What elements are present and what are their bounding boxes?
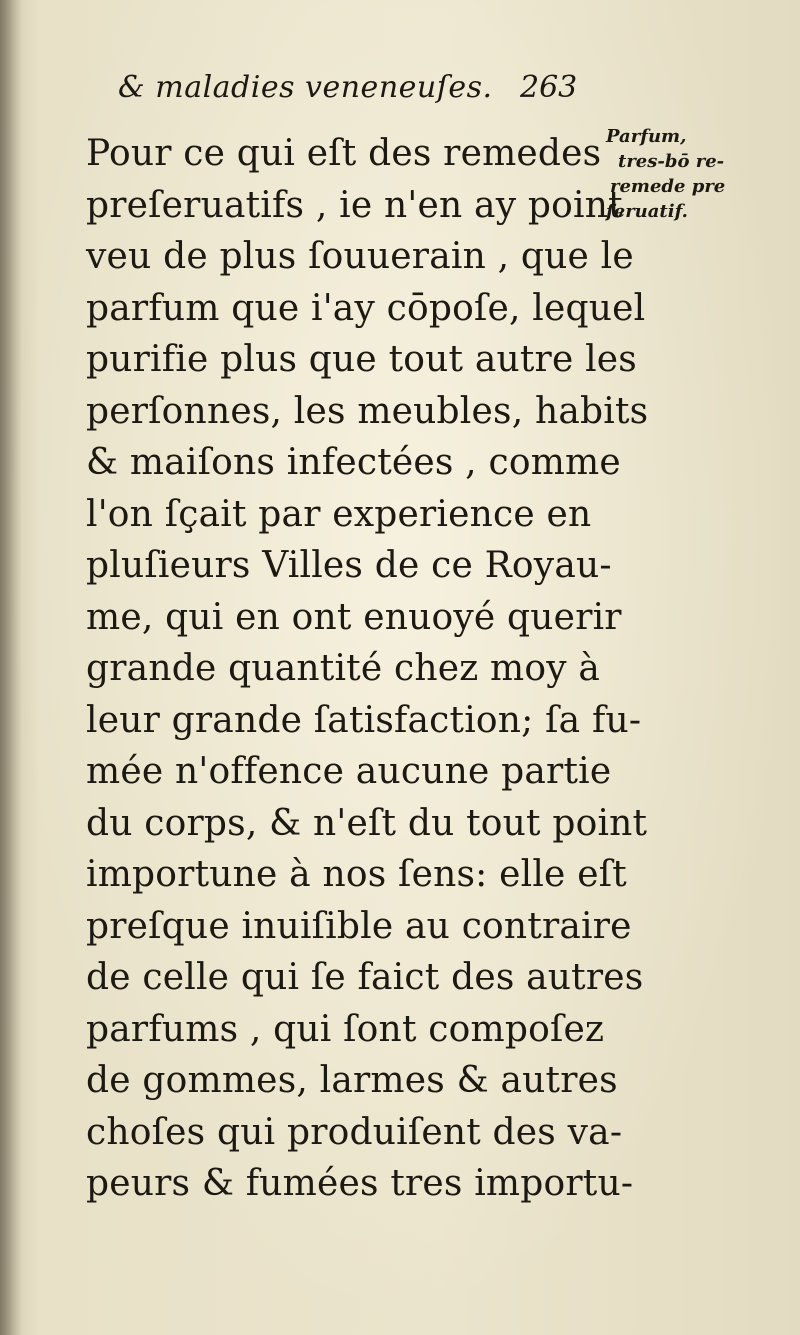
- body-text: [86, 128, 649, 1210]
- text-line: preſque inuiſible au contraire: [86, 905, 632, 947]
- gutter-shadow: [0, 0, 22, 1335]
- text-line: grande quantité chez moy à: [86, 648, 601, 689]
- text-line: me, qui en ont enuoyé querir: [86, 596, 622, 638]
- text-line: choſes qui produiſent des va-: [86, 1111, 623, 1153]
- text-line: de gommes, larmes & autres: [86, 1060, 618, 1101]
- margin-note: [598, 124, 798, 224]
- text-line: parfums , qui ſont compoſez: [86, 1008, 605, 1050]
- text-line: leur grande ſatisfaction; ſa fu-: [86, 699, 642, 741]
- text-line: de celle qui ſe faict des autres: [86, 957, 644, 998]
- margin-note-line: remede pre: [610, 176, 726, 197]
- running-head-title: & maladies veneneuſes.: [118, 70, 493, 105]
- text-line: mée n'offence aucune partie: [86, 751, 612, 792]
- text-line: Pour ce qui eſt des remedes: [86, 133, 602, 174]
- text-line: pluſieurs Villes de ce Royau-: [86, 545, 612, 586]
- margin-note-line: Parfum,: [606, 126, 687, 147]
- text-line: du corps, & n'eſt du tout point: [86, 802, 648, 844]
- text-line: purifie plus que tout autre les: [86, 339, 637, 380]
- page-number: 263: [520, 70, 578, 105]
- text-line: veu de plus ſouuerain , que le: [86, 236, 634, 277]
- running-head: [118, 70, 608, 120]
- text-line: perſonnes, les meubles, habits: [86, 390, 649, 432]
- text-line: peurs & fumées tres importu-: [86, 1163, 634, 1204]
- text-line: l'on ſçait par experience en: [86, 493, 592, 535]
- text-line: importune à nos ſens: elle eſt: [86, 854, 627, 895]
- text-line: preſeruatifs , ie n'en ay point: [86, 184, 623, 226]
- text-line: parfum que i'ay cōpoſe, lequel: [86, 287, 646, 329]
- text-line: & maiſons infectées , comme: [86, 442, 621, 483]
- margin-note-line: ſeruatif.: [606, 201, 688, 222]
- margin-note-line: tres-bō re-: [618, 151, 725, 172]
